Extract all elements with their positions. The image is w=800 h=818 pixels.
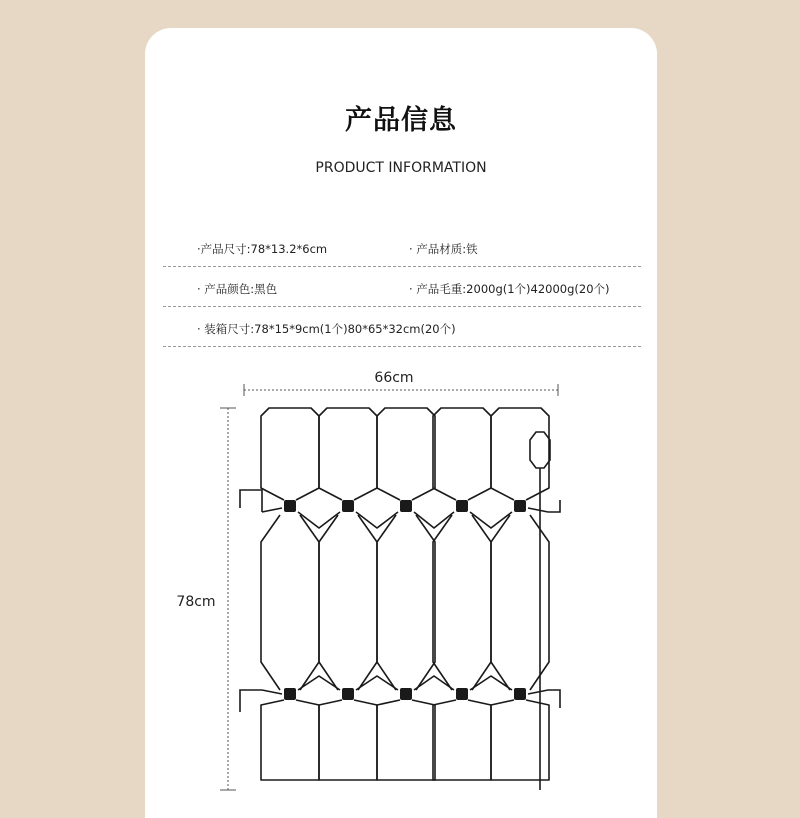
spec-color: · 产品颜色:黑色 <box>197 282 278 296</box>
stake-right-top <box>548 500 560 512</box>
fence-clips <box>284 500 526 700</box>
top-picket <box>377 408 435 500</box>
bottom-picket <box>433 700 491 780</box>
width-label: 66cm <box>374 370 414 386</box>
middle-loop <box>319 515 377 690</box>
clip-bottom <box>284 688 296 700</box>
top-picket <box>319 408 377 500</box>
top-picket <box>261 408 319 500</box>
bottom-picket <box>261 700 319 780</box>
top-picket <box>433 408 491 500</box>
spec-size: ·产品尺寸:78*13.2*6cm <box>197 242 328 256</box>
marker-tag <box>530 432 550 468</box>
spec-packing: · 装箱尺寸:78*15*9cm(1个)80*65*32cm(20个) <box>197 322 456 336</box>
spec-material: · 产品材质:铁 <box>409 242 478 256</box>
height-dimension <box>220 408 236 790</box>
ground-stakes <box>240 490 560 712</box>
spec-weight: · 产品毛重:2000g(1个)42000g(20个) <box>409 282 610 296</box>
middle-loop <box>261 515 319 690</box>
middle-loop <box>433 515 491 690</box>
middle-loop <box>377 515 435 690</box>
fence-frame <box>261 408 549 780</box>
page-subtitle: PRODUCT INFORMATION <box>315 160 487 176</box>
clip-bottom <box>342 688 354 700</box>
clip-bottom <box>514 688 526 700</box>
clip-top <box>284 500 296 512</box>
clip-bottom <box>400 688 412 700</box>
clip-top <box>342 500 354 512</box>
clip-top <box>400 500 412 512</box>
clip-bottom <box>456 688 468 700</box>
clip-top <box>456 500 468 512</box>
page-title: 产品信息 <box>345 105 457 136</box>
height-label: 78cm <box>176 594 216 610</box>
stake-left-top <box>240 490 262 512</box>
stake-left-bottom <box>240 690 262 712</box>
plant-marker <box>530 432 550 790</box>
clip-top <box>514 500 526 512</box>
bottom-picket <box>377 700 435 780</box>
bottom-picket <box>319 700 377 780</box>
